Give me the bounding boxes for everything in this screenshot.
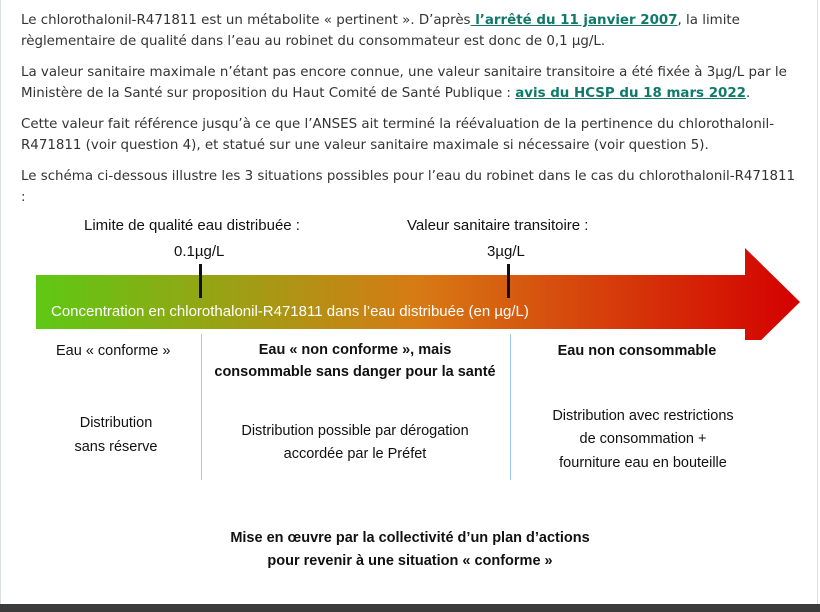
transitory-value: 3µg/L <box>487 243 525 260</box>
zone-non-consommable-desc-1: Distribution avec restrictions <box>552 408 734 424</box>
zone-conforme-desc-2: sans réserve <box>74 439 158 455</box>
zone-divider-right <box>510 334 511 480</box>
zone-non-consommable-title: Eau non consommable <box>557 343 717 359</box>
arrow-shape <box>36 248 800 340</box>
pointer-arrows <box>0 470 820 530</box>
zone-conforme-desc-1: Distribution <box>79 415 153 431</box>
limit-title: Limite de qualité eau distribuée : <box>84 217 300 234</box>
situations-diagram <box>0 200 820 600</box>
zone-non-conforme-title-2: consommable sans danger pour la santé <box>214 364 496 380</box>
bottom-bar <box>0 604 820 612</box>
zone-non-consommable-desc-3: fourniture eau en bouteille <box>559 455 727 471</box>
action-plan-line-1: Mise en œuvre par la collectivité d’un plan d’actions <box>230 530 590 546</box>
zone-non-conforme-title-1: Eau « non conforme », mais <box>258 342 452 358</box>
limit-tick <box>199 264 202 298</box>
arrow-label: Concentration en chlorothalonil-R471811 dans l’eau distribuée (en µg/L) <box>51 303 529 320</box>
paragraph-3: Cette valeur fait référence jusqu’à ce que l’ANSES ait terminé la réévaluation de la pertinence du chlorothalonil-R471811 (voir question 4), et statué sur une valeur sanitaire maximale si nécessaire (voir question 5). <box>21 117 775 153</box>
zone-non-conforme-desc-1: Distribution possible par dérogation <box>241 423 469 439</box>
transitory-tick <box>507 264 510 298</box>
arrete-link[interactable]: l’arrêté du 11 janvier 2007 <box>470 13 678 28</box>
article-body <box>21 10 801 218</box>
paragraph-2-text-end: . <box>745 86 751 101</box>
limit-value: 0.1µg/L <box>174 243 225 260</box>
paragraph-1 <box>21 10 801 52</box>
paragraph-1-text: Le chlorothalonil-R471811 est un métabolite « pertinent ». D’après <box>21 13 471 28</box>
zone-non-conforme-desc-2: accordée par le Préfet <box>283 446 427 462</box>
hcsp-link[interactable]: avis du HCSP du 18 mars 2022 <box>515 86 746 101</box>
transitory-title: Valeur sanitaire transitoire : <box>407 217 589 234</box>
zone-non-consommable-desc-2: de consommation + <box>579 431 707 447</box>
action-plan-line-2: pour revenir à une situation « conforme » <box>267 553 553 569</box>
zone-conforme-title: Eau « conforme » <box>56 343 171 359</box>
paragraph-4: Le schéma ci-dessous illustre les 3 situations possibles pour l’eau du robinet dans le cas du chlorothalonil-R471811 : <box>21 169 796 205</box>
paragraph-1-text-end: , la limite règlementaire de qualité dans l’eau au robinet du consommateur est donc de 0,1 µg/L. <box>21 13 740 49</box>
paragraph-2-text: La valeur sanitaire maximale n’étant pas encore connue, une valeur sanitaire transitoire a été fixée à 3µg/L par le Ministère de la Santé sur proposition du Haut Comité de Santé Publique : <box>21 65 787 101</box>
paragraph-2 <box>21 62 801 104</box>
